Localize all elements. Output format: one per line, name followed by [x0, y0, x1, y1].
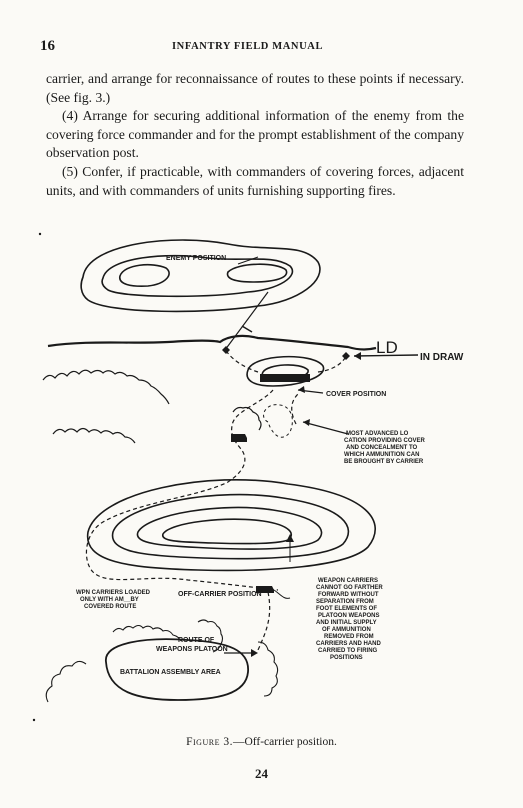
- weapon-carriers-line-6: PLATOON WEAPONS: [318, 613, 380, 619]
- paragraph: (4) Arrange for securing additional information of the enemy from the covering force commander and for the prompt establishment of the company observation post.: [46, 108, 464, 161]
- weapon-carriers-line-3: FORWARD WITHOUT: [318, 592, 379, 598]
- in-draw-arrowhead: [354, 352, 361, 360]
- weapon-symbol-right: [342, 352, 350, 360]
- route-to-assembly: [258, 592, 270, 650]
- figure-number: Figure 3.: [186, 736, 233, 748]
- weapon-carriers-line-5: FOOT ELEMENTS OF: [316, 606, 377, 612]
- line-of-fire: [225, 292, 268, 350]
- enemy-position-label: ENEMY POSITION: [166, 255, 227, 262]
- page-number-bottom: 24: [255, 766, 268, 781]
- in-draw-label: IN DRAW: [420, 352, 464, 363]
- weapon-carriers-line-11: CARRIED TO FIRING: [318, 648, 378, 654]
- route-of-label: ROUTE OF: [178, 637, 215, 644]
- dashed-route-to-left: [227, 352, 258, 372]
- woods-left-upper: [43, 370, 169, 404]
- carriers-loaded-line-1: WPN CARRIERS LOADED: [76, 590, 151, 596]
- paragraph: carrier, and arrange for reconnaissance of routes to these points if necessary. (See fig. 3.): [46, 71, 464, 105]
- weapon-carriers-line-4: SEPARATION FROM: [316, 599, 374, 605]
- paragraph: (5) Confer, if practicable, with commanders of covering forces, adjacent units, and with commanders of units furnishing supporting fires.: [46, 163, 464, 198]
- most-advanced-line-1: MOST ADVANCED LO: [346, 431, 409, 437]
- weapons-platoon-label: WEAPONS PLATOON: [156, 646, 228, 653]
- off-carrier-position-diagram: [28, 222, 508, 732]
- woods-left-lower: [53, 429, 135, 444]
- page-number-top: 16: [40, 38, 55, 54]
- weapon-carriers-line-1: WEAPON CARRIERS: [318, 578, 379, 584]
- weapons-platoon-route: [86, 390, 278, 590]
- cover-vehicles: [260, 374, 310, 382]
- body-text: [46, 70, 464, 200]
- cover-position-label: COVER POSITION: [326, 391, 387, 398]
- route-label-arrowhead: [251, 649, 258, 657]
- cover-zone-outline: [264, 405, 293, 438]
- route-dashed-right: [292, 394, 298, 424]
- most-advanced-arrowhead: [303, 419, 310, 426]
- most-advanced-line-5: BE BROUGHT BY CARRIER: [344, 459, 424, 465]
- fire-tick: [242, 326, 252, 332]
- most-advanced-arrow: [303, 422, 348, 434]
- off-carrier-position-label: OFF-CARRIER POSITION: [178, 591, 262, 598]
- ridge-contour-1: [88, 480, 376, 571]
- most-advanced-line-2: CATION PROVIDING COVER: [344, 438, 425, 444]
- weapon-carriers-line-12: POSITIONS: [330, 655, 363, 661]
- battalion-assembly-label: BATTALION ASSEMBLY AREA: [120, 669, 221, 676]
- weapon-carriers-line-2: CANNOT GO FARTHER: [316, 585, 383, 591]
- most-advanced-line-3: AND CONCEALMENT TO: [346, 445, 418, 451]
- cover-arrowhead: [298, 386, 305, 393]
- ridge-contour-4: [163, 519, 292, 543]
- running-title: INFANTRY FIELD MANUAL: [172, 41, 324, 52]
- truck-icon: [231, 434, 247, 442]
- off-carrier-connector: [274, 590, 290, 598]
- weapon-symbol-left: [222, 346, 230, 354]
- enemy-hill-inner-left-contour: [120, 265, 169, 286]
- enemy-hill-inner-right-contour: [228, 264, 287, 282]
- weapon-carriers-line-8: OF AMMUNITION: [322, 627, 371, 633]
- ld-label: LD: [376, 338, 398, 357]
- weapon-carriers-line-10: CARRIERS AND HAND: [316, 641, 381, 647]
- ridge-route-arrowhead: [286, 534, 294, 542]
- figure-caption: [0, 736, 523, 748]
- weapon-carriers-line-7: AND INITIAL SUPPLY: [316, 620, 377, 626]
- carriers-loaded-line-2: ONLY WITH AM__BY: [80, 597, 139, 603]
- weapon-carriers-line-9: REMOVED FROM: [324, 634, 374, 640]
- caption-text: —Off-carrier position.: [232, 736, 337, 748]
- most-advanced-line-4: WHICH AMMUNITION CAN: [344, 452, 420, 458]
- woods-assembly-left: [46, 661, 86, 702]
- woods-right-of-cover: [233, 408, 261, 431]
- carriers-loaded-line-3: COVERED ROUTE: [84, 604, 137, 610]
- woods-assembly-right: [258, 642, 278, 696]
- figure: [28, 222, 508, 732]
- line-of-departure: [48, 336, 376, 349]
- enemy-pointer: [238, 257, 258, 264]
